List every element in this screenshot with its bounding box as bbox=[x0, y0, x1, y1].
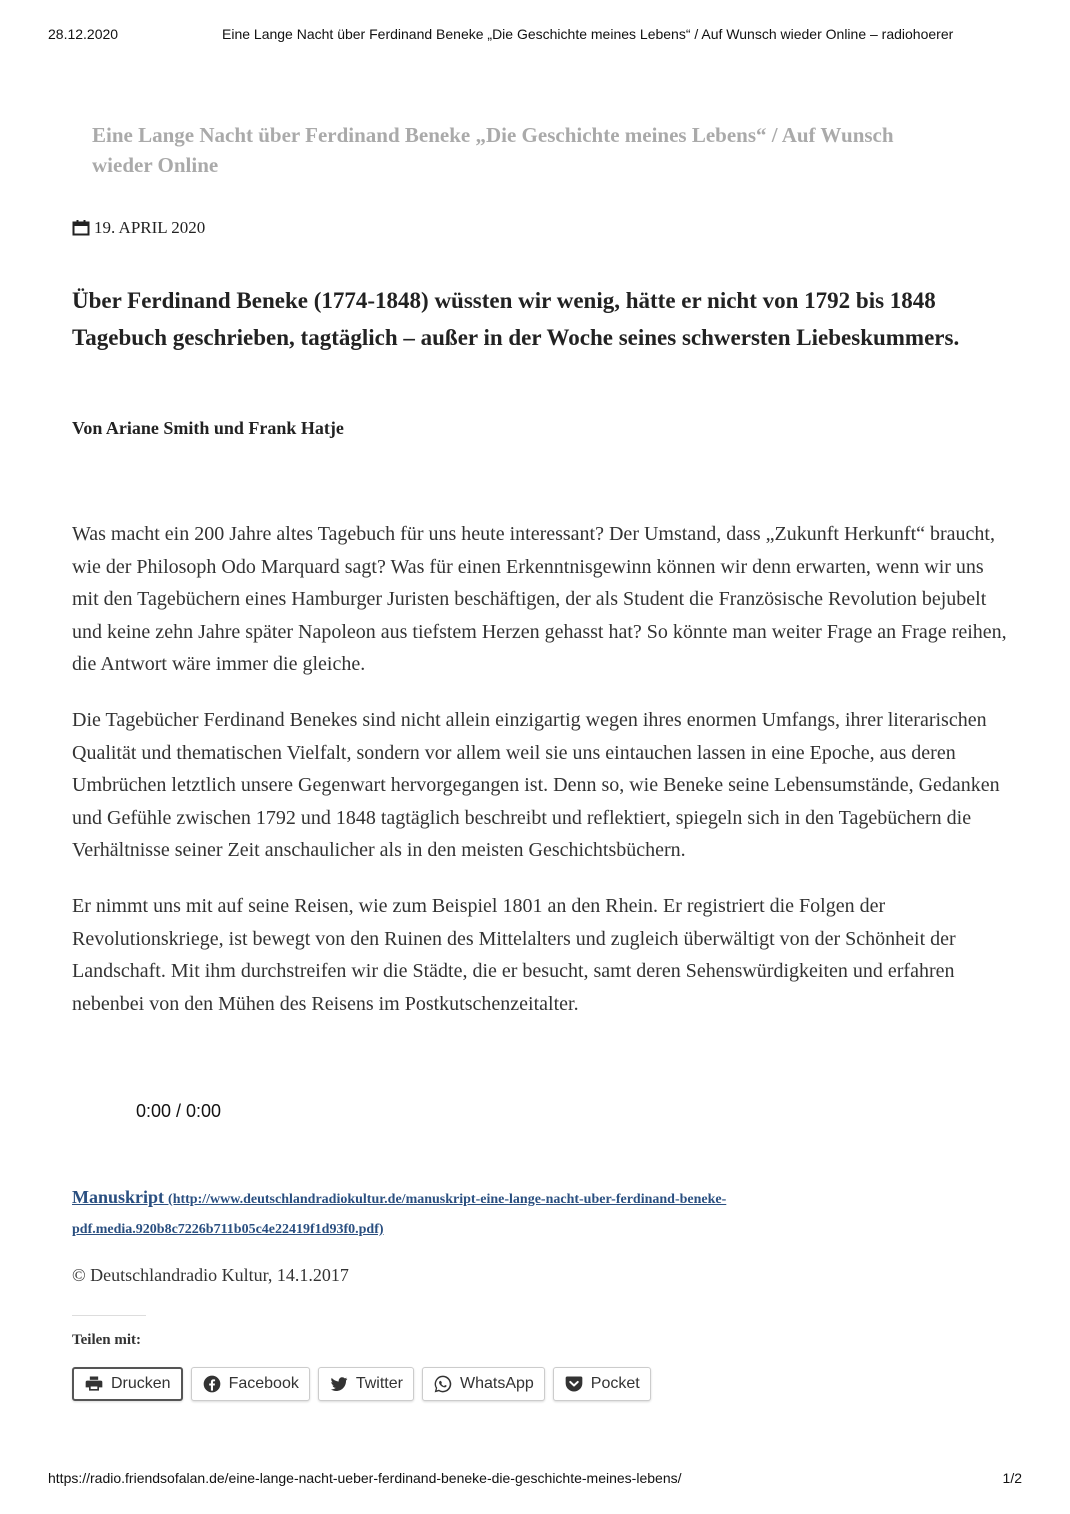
twitter-icon bbox=[329, 1374, 349, 1394]
manuscript-link-url: (http://www.deutschlandradiokultur.de/manuskript-eine-lange-nacht-uber-ferdinand-beneke-pdf.media.920b8c7226b711b05c4e22419f1d93f0.pdf) bbox=[72, 1192, 727, 1237]
post-date-text: 19. APRIL 2020 bbox=[94, 218, 206, 237]
facebook-icon bbox=[202, 1374, 222, 1394]
article-lead: Über Ferdinand Beneke (1774-1848) wüssten wir wenig, hätte er nicht von 1792 bis 1848 Tagebuch geschrieben, tagtäglich – außer in der Woche seines schwersten Liebeskummers. bbox=[72, 288, 960, 350]
article-byline: Von Ariane Smith und Frank Hatje bbox=[72, 418, 344, 438]
print-header bbox=[48, 26, 1022, 46]
share-twitter-label: Twitter bbox=[355, 1375, 403, 1392]
body-paragraph: Er nimmt uns mit auf seine Reisen, wie zum Beispiel 1801 an den Rhein. Er registriert die Folgen der Revolutionskriege, ist bewegt von den Ruinen des Mittelalters und zugleich überwältigt von der Schönheit der Landschaft. Mit ihm durchstreifen wir die Städte, die er besucht, samt deren Sehenswürdigkeiten und erfahren nebenbei von den Mühen des Reisens im Postkutschenzeitalter. bbox=[72, 894, 956, 1015]
print-document-title: Eine Lange Nacht über Ferdinand Beneke „Die Geschichte meines Lebens“ / Auf Wunsch wieder Online – radiohoerer bbox=[222, 26, 954, 42]
share-pocket-button[interactable] bbox=[553, 1367, 651, 1401]
article-title: Eine Lange Nacht über Ferdinand Beneke „Die Geschichte meines Lebens“ / Auf Wunsch wieder Online bbox=[92, 123, 894, 177]
share-print-label: Drucken bbox=[111, 1375, 171, 1392]
print-footer bbox=[48, 1470, 1022, 1490]
print-date: 28.12.2020 bbox=[48, 26, 119, 42]
page-number: 1/2 bbox=[1002, 1470, 1022, 1486]
body-paragraph: Die Tagebücher Ferdinand Benekes sind nicht allein einzigartig wegen ihres enormen Umfangs, ihrer literarischen Qualität und thematischen Vielfalt, sondern vor allem weil sie uns eintauchen lassen in eine Epoche, aus deren Umbrüchen letztlich unsere Gegenwart hervorgegangen ist. Denn so, wie Beneke seine Lebensumstände, Gedanken und Gefühle zwischen 1792 und 1848 tagtäglich beschreibt und reflektiert, spiegeln sich in den Tagebüchern die Verhältnisse seiner Zeit anschaulicher als in den meisten Geschichtsbüchern. bbox=[72, 708, 1000, 862]
copyright-note: © Deutschlandradio Kultur, 14.1.2017 bbox=[72, 1265, 349, 1285]
share-facebook-button[interactable] bbox=[191, 1367, 310, 1401]
share-twitter-button[interactable] bbox=[318, 1367, 414, 1401]
share-buttons bbox=[72, 1367, 651, 1401]
audio-player[interactable] bbox=[136, 1101, 221, 1122]
whatsapp-icon bbox=[433, 1374, 453, 1394]
print-url: https://radio.friendsofalan.de/eine-lange-nacht-ueber-ferdinand-beneke-die-geschichte-meines-lebens/ bbox=[48, 1470, 682, 1486]
audio-time: 0:00 / 0:00 bbox=[136, 1101, 222, 1121]
share-divider bbox=[72, 1315, 146, 1316]
body-paragraph: Was macht ein 200 Jahre altes Tagebuch für uns heute interessant? Der Umstand, dass „Zukunft Herkunft“ braucht, wie der Philosoph Odo Marquard sagt? Was für einen Erkenntnisgewinn können wir denn erwarten, wenn wir uns mit den Tagebüchern eines Hamburger Juristen beschäftigen, der als Student die Französische Revolution bejubelt und keine zehn Jahre später Napoleon aus tiefstem Herzen gehasst hat? So könnte man weiter Frage an Frage reihen, die Antwort wäre immer die gleiche. bbox=[72, 523, 1007, 676]
share-whatsapp-button[interactable] bbox=[422, 1367, 545, 1401]
share-whatsapp-label: WhatsApp bbox=[459, 1375, 534, 1392]
post-date bbox=[72, 218, 205, 238]
article-body bbox=[72, 518, 1007, 1043]
manuscript-link-block bbox=[72, 1183, 872, 1244]
share-facebook-label: Facebook bbox=[228, 1375, 299, 1392]
pocket-icon bbox=[564, 1374, 584, 1394]
share-heading: Teilen mit: bbox=[72, 1332, 142, 1348]
printer-icon bbox=[84, 1374, 104, 1394]
calendar-icon bbox=[72, 219, 90, 237]
manuscript-link-label: Manuskript bbox=[72, 1187, 165, 1207]
share-pocket-label: Pocket bbox=[590, 1375, 640, 1392]
manuscript-link[interactable] bbox=[72, 1187, 727, 1237]
share-print-button[interactable] bbox=[72, 1367, 183, 1401]
